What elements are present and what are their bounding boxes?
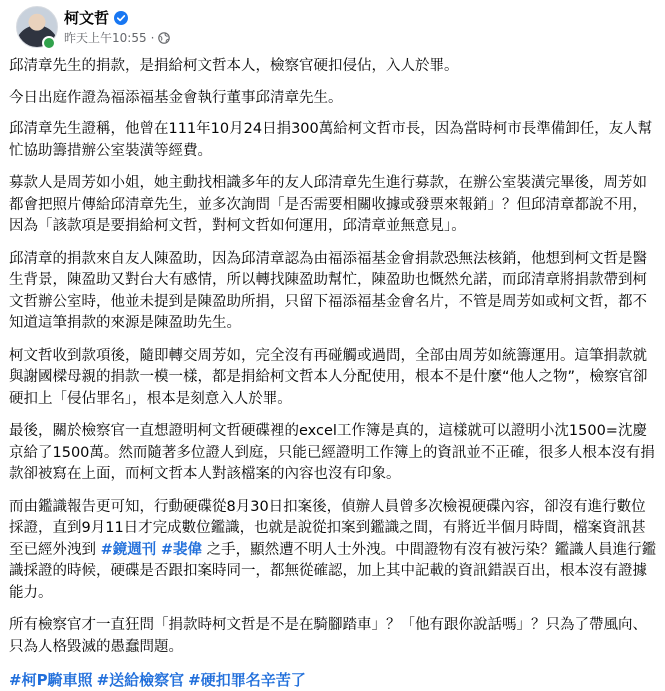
post-paragraph-1: 邱清章先生的捐款，是捐給柯文哲本人，檢察官硬扣侵佔，入人於罪。 (9, 58, 459, 74)
post-paragraph-7: 最後，關於檢察官一直想證明柯文哲硬碟裡的excel工作簿是真的，這樣就可以證明小沈1500=沈慶京給了1500萬。然而隨著多位證人到庭，只能已經證明工作簿上的資訊並不正確，很多人根本沒有捐款卻被寫在上面，而柯文哲本人對該檔案的內容也沒有印象。 (9, 423, 655, 482)
hashtag-to-prosecutor[interactable]: #送給檢察官 (96, 671, 185, 689)
online-status-dot (42, 36, 56, 50)
author-name[interactable]: 柯文哲 (64, 8, 110, 27)
post-paragraph-5: 邱清章的捐款來自友人陳盈助，因為邱清章認為由福添福基金會捐款恐無法核銷，他想到柯文哲是醫生背景，陳盈助又對台大有感情，所以轉找陳盈助幫忙，陳盈助也慨然允諾，而邱清章將捐款帶到柯文哲辦公室時，他並未提到是陳盈助所捐，只留下福添福基金會名片，不管是周芳如或柯文哲，都不知道這筆捐款的來源是陳盈助先生。 (9, 250, 647, 331)
post-paragraph-4: 募款人是周芳如小姐，她主動找相識多年的友人邱清章先生進行募款，在辦公室裝潢完畢後，周芳如都會把照片傳給邱清章先生，並多次詢問「是否需要相關收據或發票來報銷」？但邱清章都說不用，因為「該款項是要捐給柯文哲，對柯文哲如何運用，邱清章並無意見」。 (9, 175, 647, 234)
post-paragraph-6: 柯文哲收到款項後，隨即轉交周芳如，完全沒有再碰觸或過問，全部由周芳如統籌運用。這筆捐款就與謝國樑母親的捐款一模一樣，都是捐給柯文哲本人分配使用，根本不是什麼“他人之物”，檢察官卻硬扣上「侵佔罪名」，根本是刻意入人於罪。 (9, 347, 648, 407)
hashtag-hard-charges[interactable]: #硬扣罪名辛苦了 (188, 671, 306, 689)
post-body (9, 56, 659, 691)
paragraph-8-text-before: 而由鑑識報告更可知，行動硬碟從8月30日扣案後，偵辦人員曾多次檢視硬碟內容，卻沒有進行數位採證，直到9月11日才完成數位鑑識，也就是說從扣案到鑑識之間，有將近半個月時間，檔案資訊甚至已經外洩到 (9, 498, 646, 558)
post-header (8, 0, 657, 52)
hashtag-list (9, 669, 659, 691)
post-paragraph-2: 今日出庭作證為福添福基金會執行董事邱清章先生。 (9, 89, 343, 106)
hashtag-mirror-media[interactable]: #鏡週刊 (100, 541, 157, 558)
post-meta (64, 29, 170, 46)
hashtag-ko-p-riding[interactable]: #柯P騎車照 (9, 671, 93, 689)
globe-icon[interactable] (158, 32, 170, 44)
post-timestamp[interactable]: 昨天上午10:55 (64, 31, 147, 45)
post-paragraph-9: 所有檢察官才一直狂問「捐款時柯文哲是不是在騎腳踏車」？「他有跟你說話嗎」？只為了帶風向、只為人格毀滅的愚蠢問題。 (9, 617, 647, 655)
paragraph-8-text-after: 之手，顯然遭不明人士外洩。中間證物有沒有被污染？鑑識人員進行鑑識採證的時候，硬碟是否跟扣案時同一，都無從確認，加上其中記載的資訊錯誤百出，根本沒有證據能力。 (9, 541, 657, 601)
post-paragraph-8 (9, 497, 659, 605)
verified-badge-icon (114, 10, 128, 24)
hashtag-pei-wei[interactable]: #裴偉 (160, 541, 203, 558)
meta-separator: · (150, 30, 155, 45)
author-line (64, 7, 128, 27)
post-paragraph-3: 邱清章先生證稱，他曾在111年10月24日捐300萬給柯文哲市長，因為當時柯市長準備卸任，友人幫忙協助籌措辦公室裝潢等經費。 (9, 121, 653, 159)
